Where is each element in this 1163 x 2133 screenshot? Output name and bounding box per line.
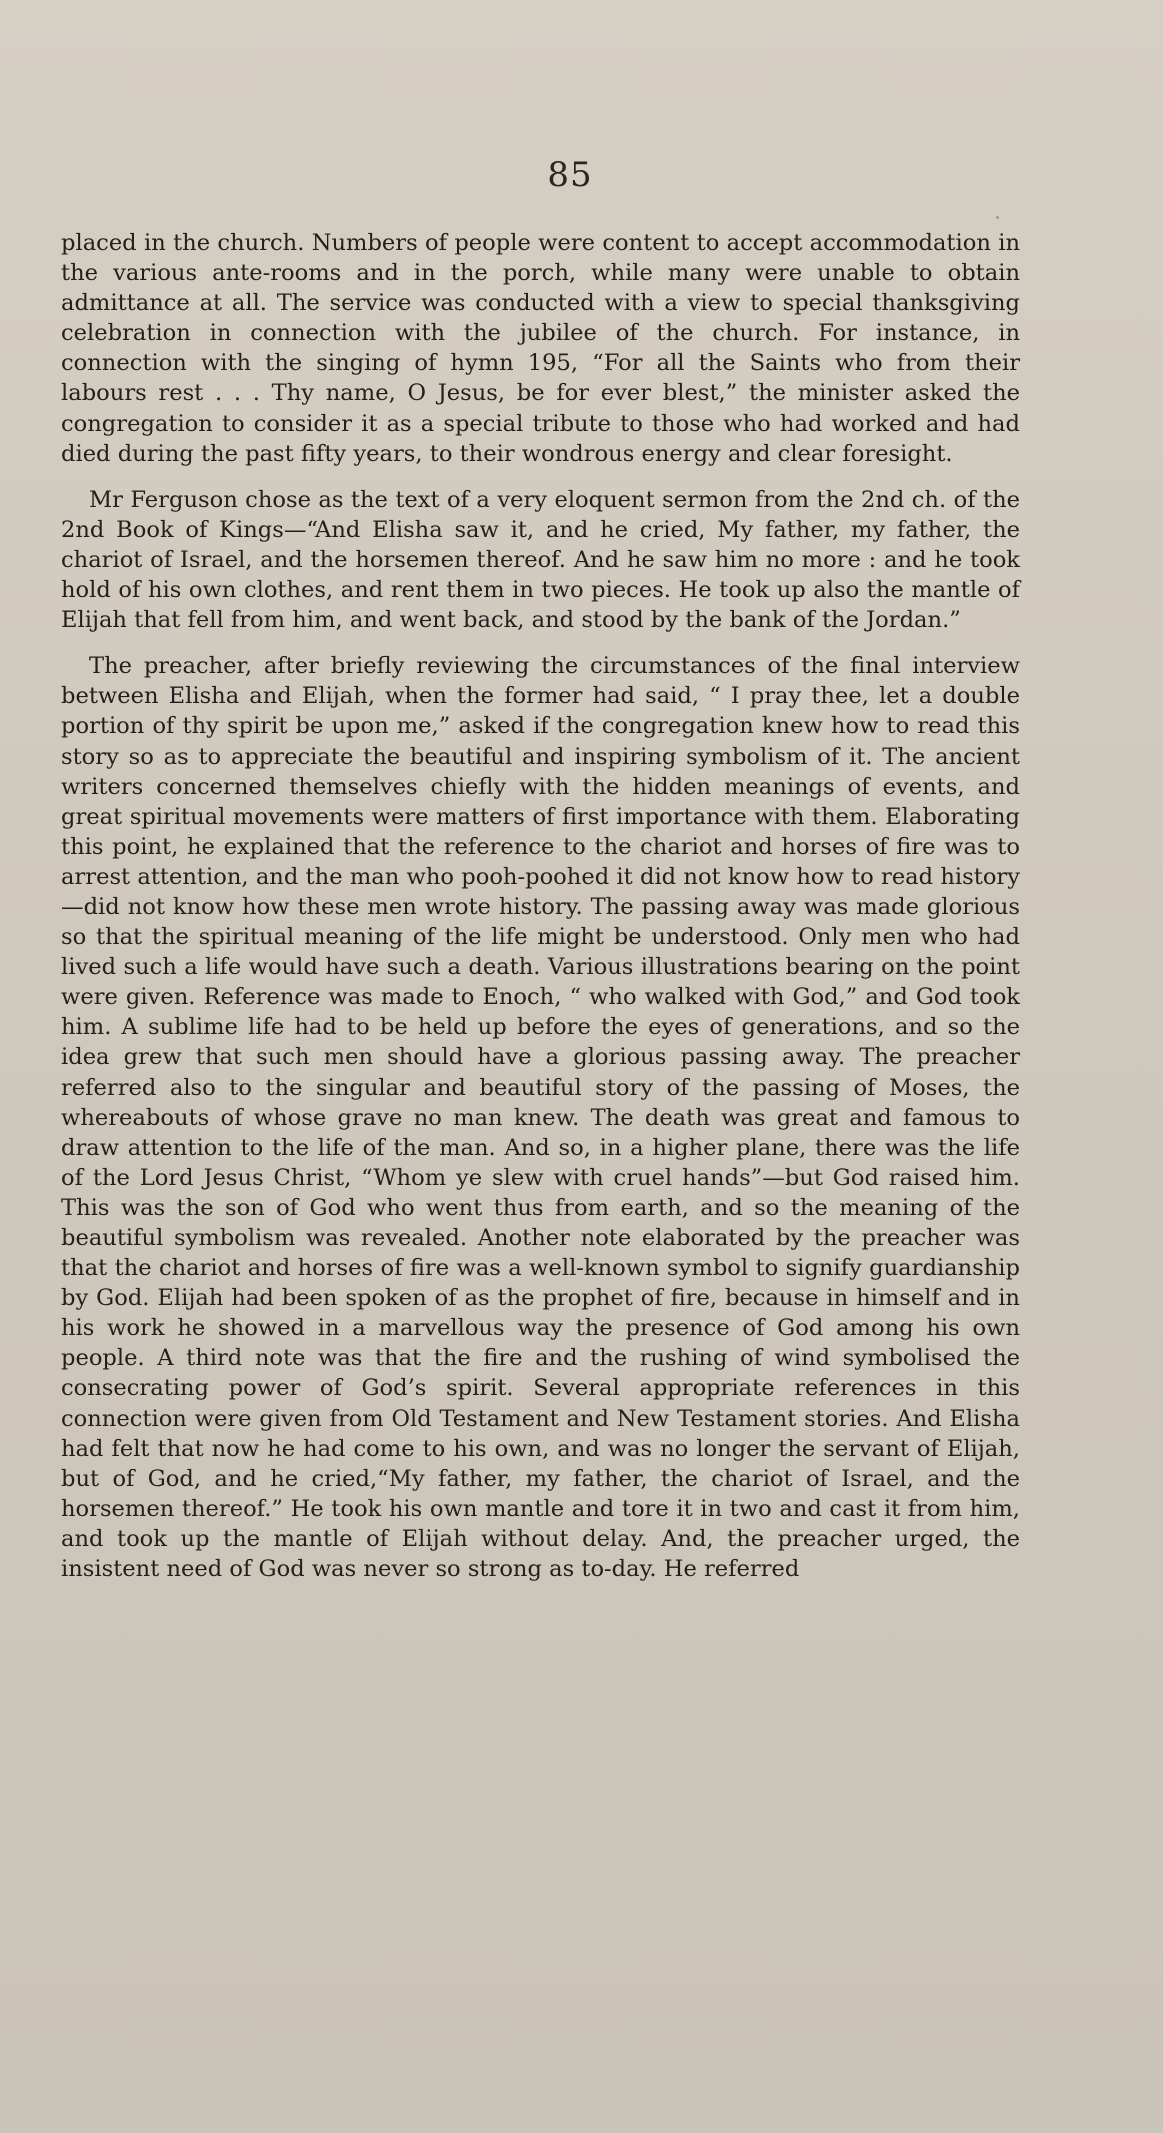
paragraph-3: The preacher, after briefly reviewing the circumstances of the final interview between Elisha and Elijah, when the former had said, “ I pray thee, let a double portion of thy spirit be upon me,” asked if the congregation knew how to read this story so as to appreciate the beautiful and inspiring symbolism of it. The ancient writers concerned themselves chiefly with the hidden meanings of events, and great spiritual movements were matters of first importance with them. Elaborating this point, he explained that the reference to the chariot and horses of fire was to arrest attention, and the man who pooh-poohed it did not know how to read history—did not know how these men wrote history. The passing away was made glorious so that the spiritual meaning of the life might be understood. Only men who had lived such a life would have such a death. Various illustrations bearing on the point were given. Reference was made to Enoch, “ who walked with God,” and God took him. A sublime life had to be held up before the eyes of generations, and so the idea grew that such men should have a glorious passing away. The preacher referred also to the singular and beautiful story of the passing of Moses, the whereabouts of whose grave no man knew. The death was great and famous to draw attention to the life of the man. And so, in a higher plane, there was the life of the Lord Jesus Christ, “Whom ye slew with cruel hands”—but God raised him. This was the son of God who went thus from earth, and so the meaning of the beautiful symbolism was revealed. Another note elaborated by the preacher was that the chariot and horses of fire was a well-known symbol to signify guardianship by God. Elijah had been spoken of as the prophet of fire, because in himself and in his work he showed in a marvellous way the presence of God among his own people. A third note was that the fire and the rushing of wind symbolised the consecrating power of God’s spirit. Several appropriate references in this connection were given from Old Testament and New Testament stories. And Elisha had felt that now he had come to his own, and was no longer the servant of Elijah, but of God, and he cried,“My father, my father, the chariot of Israel, and the horsemen thereof.” He took his own mantle and tore it in two and cast it from him, and took up the mantle of Elijah without delay. And, the preacher urged, the insistent need of God was never so strong as to-day. He referred <box>61 653 1020 1583</box>
paragraph-1: placed in the church. Numbers of people were content to accept accommodation in the various ante-rooms and in the porch, while many were unable to obtain admittance at all. The service was conducted with a view to special thanksgiving celebration in connection with the jubilee of the church. For instance, in connection with the singing of hymn 195, “For all the Saints who from their labours rest . . . Thy name, O Jesus, be for ever blest,” the minister asked the congregation to consider it as a special tribute to those who had worked and had died during the past fifty years, to their wondrous energy and clear foresight. <box>61 230 1020 467</box>
page-number: 85 <box>547 155 593 195</box>
paper-speck <box>996 216 999 219</box>
paragraph-2: Mr Ferguson chose as the text of a very eloquent sermon from the 2nd ch. of the 2nd Book of Kings—“And Elisha saw it, and he cried, My father, my father, the chariot of Israel, and the horsemen thereof. And he saw him no more : and he took hold of his own clothes, and rent them in two pieces. He took up also the mantle of Elijah that fell from him, and went back, and stood by the bank of the Jordan.” <box>61 486 1020 634</box>
body-text <box>61 228 1020 1600</box>
